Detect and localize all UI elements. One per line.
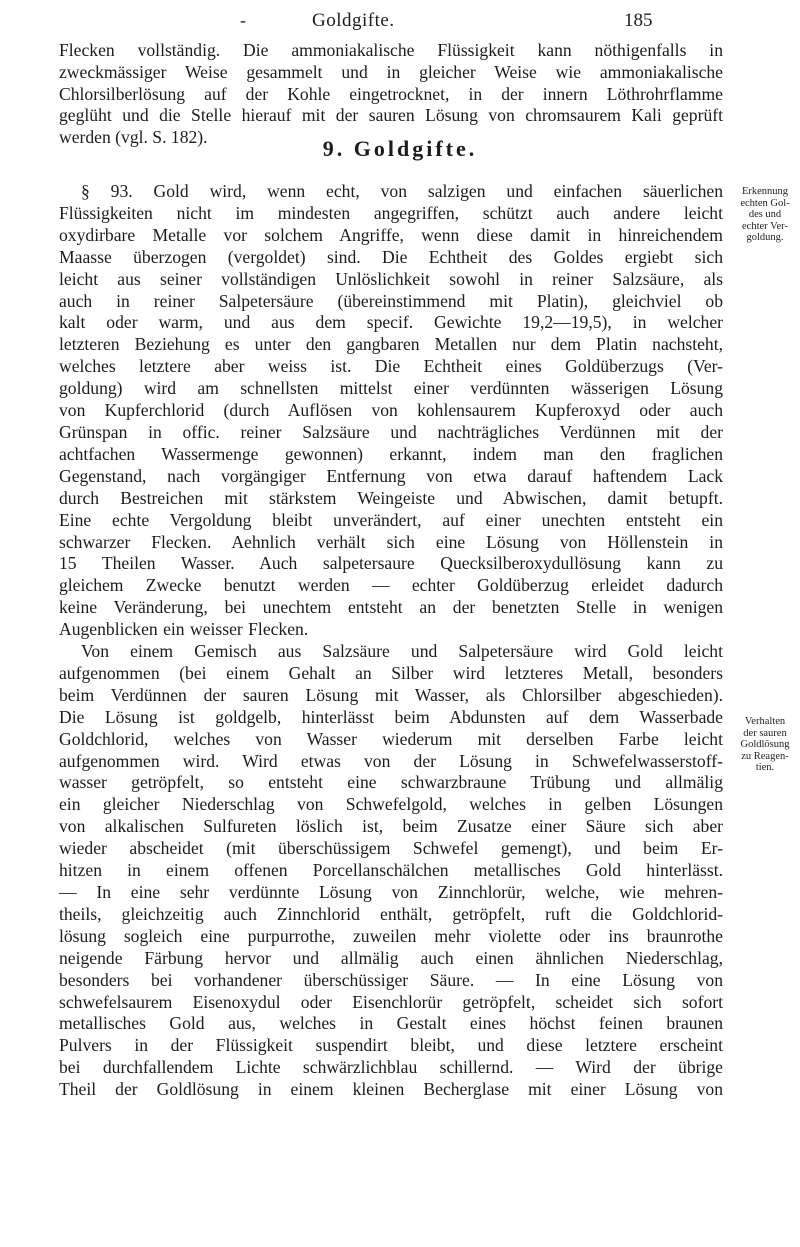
text-line: Gegenstand, nach vorgängiger Entfernung von etwa darauf haftendem Lack (59, 465, 723, 486)
text-line: kalt oder warm, und aus dem specif. Gewichte 19,2—19,5), in welcher (59, 312, 723, 333)
text-line: — In eine sehr verdünnte Lösung von Zinnchlorür, welche, wie mehren- (59, 882, 723, 902)
text-line: werden (vgl. S. 182). (59, 127, 208, 148)
text-line: metallisches Gold aus, welches in Gestalt eines höchst feinen braunen (59, 1013, 723, 1034)
text-line: theils, gleichzeitig auch Zinnchlorid enthält, getröpfelt, ruft die Goldchlorid- (59, 903, 723, 924)
margin-note-line: der sauren (743, 727, 787, 739)
text-line: keine Veränderung, bei unechtem entsteht an der benetzten Stelle in wenigen (59, 597, 723, 618)
margin-note-line: echter Ver- (742, 220, 788, 232)
text-line: gleichem Zwecke benutzt werden — echter Goldüberzug erleidet dadurch (59, 575, 723, 596)
text-line: welches letztere aber weiss ist. Die Echtheit eines Goldüberzugs (Ver- (59, 356, 723, 377)
text-line: neigende Färbung hervor und allmälig auch einen ähnlichen Niederschlag, (59, 947, 723, 968)
text-line: Augenblicken ein weisser Flecken. (59, 619, 309, 640)
margin-note-line: echten Gol- (740, 197, 790, 209)
section-heading: 9. Goldgifte. (322, 136, 478, 161)
text-line: lösung sogleich eine purpurrothe, zuweilen mehr violette oder ins braunrothe (59, 925, 723, 946)
text-line: Grünspan in offic. reiner Salzsäure und nachträgliches Verdünnen mit der (59, 421, 723, 442)
text-line: aufgenommen (bei einem Gehalt an Silber wird letzteres Metall, besonders (59, 662, 723, 683)
text-line: Goldchlorid, welches von Wasser wiederum mit derselben Farbe leicht (59, 728, 723, 749)
text-line: Eine echte Vergoldung bleibt unverändert, auf einer unechten entsteht ein (59, 509, 723, 530)
text-line: ein gleicher Niederschlag von Schwefelgold, welches in gelben Lösungen (59, 794, 723, 815)
text-line: § 93. Gold wird, wenn echt, von salzigen und einfachen säuerlichen (81, 181, 723, 201)
text-line: geglüht und die Stelle hierauf mit der sauren Lösung von chromsaurem Kali geprüft (59, 105, 723, 126)
main-text (59, 181, 723, 1101)
text-line: Von einem Gemisch aus Salzsäure und Salpetersäure wird Gold leicht (81, 641, 723, 662)
text-line: Die Lösung ist goldgelb, hinterlässt beim Abdunsten auf dem Wasserbade (59, 706, 723, 727)
text-line: auch in reiner Salpetersäure (übereinstimmend mit Platin), gleichviel ob (59, 290, 723, 311)
running-head-title: Goldgifte. (312, 10, 395, 31)
text-line: bei durchfallendem Lichte schwärzlichblau schillernd. — Wird der übrige (59, 1057, 723, 1078)
margin-note-reagents (733, 716, 797, 774)
text-line: aufgenommen wird. Wird etwas von der Lösung in Schwefelwasserstoff- (59, 750, 723, 771)
intro-paragraph (59, 40, 723, 149)
text-line: Flüssigkeiten nicht im mindesten angegriffen, schützt auch andere leicht (59, 202, 723, 223)
text-line: beim Verdünnen der sauren Lösung mit Wasser, als Chlorsilber abgeschieden). (59, 684, 723, 705)
margin-note-line: Verhalten (744, 716, 786, 727)
text-line: Pulvers in der Flüssigkeit suspendirt bleibt, und diese letztere erscheint (59, 1035, 723, 1056)
text-line: achtfachen Wassermenge gewonnen) erkannt, indem man den fraglichen (59, 443, 723, 464)
margin-note-line: Erkennung (741, 186, 789, 197)
text-line: oxydirbare Metalle vor solchem Angriffe, wenn diese damit in hinreichendem (59, 224, 723, 245)
running-head (0, 6, 800, 36)
margin-note-line: tien. (755, 762, 775, 773)
text-line: wieder abscheidet (mit überschüssigem Schwefel gemengt), und beim Er- (59, 838, 723, 859)
text-line: Maasse überzogen (vergoldet) sind. Die Echtheit des Goldes ergiebt sich (59, 246, 723, 267)
text-line: letzteren Beziehung es unter den gangbaren Metallen nur dem Platin nachsteht, (59, 334, 723, 355)
text-line: zweckmässiger Weise gesammelt und in gleicher Weise wie ammoniakalische (59, 61, 723, 82)
margin-note-recognition (733, 186, 797, 244)
running-head-dash: - (240, 10, 246, 30)
text-line: von Kupferchlorid (durch Auflösen von kohlensaurem Kupferoxyd oder auch (59, 400, 723, 421)
margin-note-line: Goldlösung (740, 739, 790, 750)
text-line: durch Bestreichen mit stärkstem Weingeiste und Abwischen, damit betupft. (59, 487, 723, 508)
text-line: leicht aus seiner vollständigen Unlöslichkeit sowohl in reiner Salzsäure, als (59, 268, 723, 289)
margin-note-line: zu Reagen- (741, 750, 789, 762)
text-line: Theil der Goldlösung in einem kleinen Becherglase mit einer Lösung von (59, 1079, 723, 1100)
page-number: 185 (624, 10, 653, 31)
margin-note-line: goldung. (746, 232, 784, 243)
text-line: schwefelsaurem Eisenoxydul oder Eisenchlorür getröpfelt, scheidet sich sofort (59, 991, 723, 1012)
text-line: Flecken vollständig. Die ammoniakalische Flüssigkeit kann nöthigenfalls in (59, 40, 723, 60)
text-line: 15 Theilen Wasser. Auch salpetersaure Quecksilberoxydullösung kann zu (59, 553, 723, 574)
text-line: goldung) wird am schnellsten mittelst einer verdünnten wässerigen Lösung (59, 378, 723, 399)
margin-note-line: des und (748, 209, 782, 220)
text-line: wasser getröpfelt, so entsteht eine schwarzbraune Trübung und allmälig (59, 772, 723, 793)
text-line: Chlorsilberlösung auf der Kohle eingetrocknet, in der innern Löthrohrflamme (59, 83, 723, 104)
text-line: besonders bei vorhandener überschüssiger Säure. — In eine Lösung von (59, 969, 723, 990)
text-line: schwarzer Flecken. Aehnlich verhält sich eine Lösung von Höllenstein in (59, 531, 723, 552)
text-line: von alkalischen Sulfureten löslich ist, beim Zusatze einer Säure sich aber (59, 816, 723, 837)
text-line: hitzen in einem offenen Porcellanschälchen metallisches Gold hinterlässt. (59, 860, 723, 881)
